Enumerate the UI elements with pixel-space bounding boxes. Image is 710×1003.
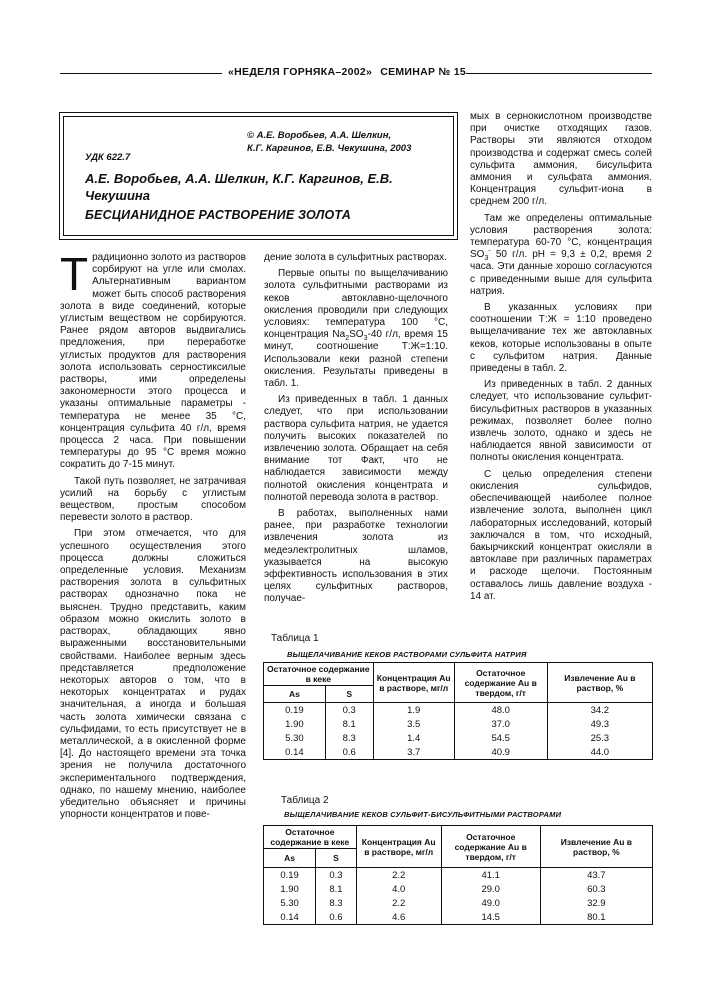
table-row bbox=[264, 910, 653, 925]
cell-s: 0.6 bbox=[316, 910, 356, 925]
header-concentration: Концентрация Au в растворе, мг/л bbox=[356, 826, 441, 868]
subscript: 2 bbox=[345, 335, 350, 343]
header-residual-au: Остаточное содержание Au в твердом, г/т bbox=[441, 826, 540, 868]
cell-s: 0.3 bbox=[325, 703, 373, 718]
cell-solid: 49.0 bbox=[441, 896, 540, 910]
cell-s: 0.6 bbox=[325, 745, 373, 760]
cell-as: 1.90 bbox=[264, 882, 316, 896]
cell-extract: 34.2 bbox=[547, 703, 652, 718]
header-residual: Остаточное содержание в кеке bbox=[264, 826, 357, 849]
header-residual: Остаточное содержание в кеке bbox=[264, 663, 374, 686]
superscript: - bbox=[488, 247, 491, 255]
udk-code: УДК 622.7 bbox=[85, 152, 131, 163]
paragraph: В работах, выполненных нами ранее, при разработке технологии извлечения золота из медеэлектролитных шламов, указывается на высокую эффективность использования в этих целях сульфитных растворов, получае- bbox=[264, 508, 448, 605]
subscript: 3 bbox=[484, 255, 489, 263]
cell-solid: 29.0 bbox=[441, 882, 540, 896]
table-row bbox=[264, 868, 653, 883]
running-header bbox=[228, 66, 466, 78]
cell-conc: 3.7 bbox=[373, 745, 454, 760]
header-as: As bbox=[264, 849, 316, 868]
table-2-caption: Таблица 2 bbox=[281, 795, 329, 806]
cell-conc: 1.9 bbox=[373, 703, 454, 718]
copyright bbox=[247, 129, 411, 155]
copyright-line-2: К.Г. Каргинов, Е.В. Чекушина, 2003 bbox=[247, 143, 412, 154]
header-extraction: Извлечение Au в раствор, % bbox=[540, 826, 652, 868]
cell-solid: 14.5 bbox=[441, 910, 540, 925]
header-concentration: Концентрация Au в растворе, мг/л bbox=[373, 663, 454, 703]
cell-solid: 40.9 bbox=[454, 745, 547, 760]
column-3 bbox=[470, 111, 652, 607]
cell-as: 0.14 bbox=[264, 910, 316, 925]
paragraph: С целью определения степени окисления сульфидов, обеспечивающей наиболее полное извлечение золота, выполнен цикл лабораторных исследований, который заключался в том, что исходный, бакырчикский концентрат окисляли в автоклаве при различных параметрах и расходе щелочи. Постоянным оставалось лишь давление воздуха - 14 ат. bbox=[470, 468, 652, 602]
header-s: S bbox=[325, 686, 373, 703]
table-1-title: ВЫЩЕЛАЧИВАНИЕ КЕКОВ РАСТВОРАМИ СУЛЬФИТА НАТРИЯ bbox=[287, 650, 527, 659]
article-title: БЕСЦИАНИДНОЕ РАСТВОРЕНИЕ ЗОЛОТА bbox=[85, 208, 352, 222]
cell-as: 5.30 bbox=[264, 731, 326, 745]
cell-extract: 44.0 bbox=[547, 745, 652, 760]
paragraph-text: Там же определены оптимальные условия растворения золота: температура 60-70 °С, концентрация SO bbox=[470, 212, 652, 261]
paragraph-text: -40 г/л, время 15 минут, соотношение Т:Ж=1:10. Использовали кеки разной степени окисления. Результаты приведены в табл. 1. bbox=[264, 329, 448, 390]
paragraph: дение золота в сульфитных растворах. bbox=[264, 252, 447, 263]
title-box-inner bbox=[63, 116, 454, 236]
header-residual-au: Остаточное содержание Au в твердом, г/т bbox=[454, 663, 547, 703]
table-row bbox=[264, 717, 653, 731]
header-rule-left bbox=[60, 73, 222, 74]
cell-as: 0.19 bbox=[264, 703, 326, 718]
paragraph: Из приведенных в табл. 2 данных следует, что использование сульфит-бисульфитных растворов в указанных режимах, позволяет более полно извлечь золото, однако и здесь не наблюдается явной зависимости от полноты окисления концентрата. bbox=[470, 379, 652, 464]
cell-extract: 32.9 bbox=[540, 896, 652, 910]
cell-s: 8.1 bbox=[316, 882, 356, 896]
cell-s: 8.3 bbox=[325, 731, 373, 745]
cell-as: 1.90 bbox=[264, 717, 326, 731]
cell-as: 0.14 bbox=[264, 745, 326, 760]
cell-solid: 41.1 bbox=[441, 868, 540, 883]
paragraph-text: 50 г/л. pH = 9,3 ± 0,2, время 2 часа. Эти данные хорошо согласуются с приведенными выше для сульфита натрия. bbox=[470, 249, 652, 297]
paragraph-text: радиционно золото из растворов сорбируют на угле или смолах. Альтернативным вариантом может быть способ растворения золота в виде соединений, которые углистым веществом не сорбируются. Ранее рядом авторов выдвигались предложения, при переработке углистых продуктов для растворения золота использовать серностиксилые растворы, ими определены закономерности этого процесса и указаны оптимальные параметры - температура не менее 35 °С, концентрация сульфита 40 г/л, время процесса 2 часа. При повышении температуры до 95 °С время можно сократить до 7-15 минут. bbox=[60, 252, 246, 471]
cell-conc: 4.6 bbox=[356, 910, 441, 925]
column-1 bbox=[60, 248, 246, 825]
column-2 bbox=[264, 252, 448, 610]
cell-s: 8.1 bbox=[325, 717, 373, 731]
cell-conc: 4.0 bbox=[356, 882, 441, 896]
subscript: 3 bbox=[363, 335, 368, 343]
table-row bbox=[264, 703, 653, 718]
cell-conc: 2.2 bbox=[356, 868, 441, 883]
cell-solid: 54.5 bbox=[454, 731, 547, 745]
cell-extract: 25.3 bbox=[547, 731, 652, 745]
paragraph: Из приведенных в табл. 1 данных следует, что при использовании раствора сульфита натрия, не удается получить высоких показателей по извлечению золота. Обращает на себя внимание тот Факт, что не наблюдается зависимости между полнотой окисления концентрата и полнотой перевода золота в раствор. bbox=[264, 394, 448, 503]
paragraph-text: SO bbox=[349, 329, 364, 341]
cell-extract: 80.1 bbox=[540, 910, 652, 925]
cell-extract: 43.7 bbox=[540, 868, 652, 883]
paragraph bbox=[470, 213, 652, 298]
paragraph bbox=[60, 248, 246, 472]
cell-s: 8.3 bbox=[316, 896, 356, 910]
table-row bbox=[264, 882, 653, 896]
cell-solid: 37.0 bbox=[454, 717, 547, 731]
title-box bbox=[59, 112, 458, 240]
header-as: As bbox=[264, 686, 326, 703]
seminar-number: СЕМИНАР № 15 bbox=[380, 66, 467, 78]
paragraph: В указанных условиях при соотношении Т:Ж = 1:10 проведено выщелачивание тех же автоклавных кеков, которые использованы в опыте с сульфитом натрия. Данные приведены в табл. 2. bbox=[470, 302, 652, 375]
journal-name: «НЕДЕЛЯ ГОРНЯКА–2002» bbox=[228, 66, 373, 78]
table-row bbox=[264, 896, 653, 910]
table-2 bbox=[263, 825, 653, 925]
table-row bbox=[264, 745, 653, 760]
drop-cap: Т bbox=[60, 248, 89, 300]
table-row bbox=[264, 731, 653, 745]
cell-extract: 49.3 bbox=[547, 717, 652, 731]
cell-as: 0.19 bbox=[264, 868, 316, 883]
paragraph: При этом отмечается, что для успешного осуществления этого процесса должны сложиться определенные условия. Механизм растворения золота в сульфитных растворах однозначно пока не выяснен. Трудно представить, каким образом можно окислить золото в растворах, обладающих явно выраженными восстановительными свойствами. Наиболее верным здесь представляется предположение некоторых авторов о том, что в некоторых концентратах и рудах значительная, а иногда и большая часть золота химически связана с сульфидами, то есть присутствует не в металлической, а в окисленной форме [4]. До настоящего времени эта точка зрения не получила достаточного экспериментального подтверждения, однако, по нашему мнению, наиболее убедительно объясняет и причины упорности концентратов и пове- bbox=[60, 528, 246, 821]
header-rule-right bbox=[466, 73, 652, 74]
cell-as: 5.30 bbox=[264, 896, 316, 910]
cell-solid: 48.0 bbox=[454, 703, 547, 718]
table-1 bbox=[263, 662, 653, 760]
paragraph: Такой путь позволяет, не затрачивая усилий на борьбу с углистым веществом, простым способом перевести золото в раствор. bbox=[60, 475, 246, 524]
cell-conc: 1.4 bbox=[373, 731, 454, 745]
table-1-caption: Таблица 1 bbox=[271, 633, 319, 644]
paragraph-text: Первые опыты по выщелачиванию золота сульфитными растворами из кеков автоклавно-щелочного окисления проводили при следующих условиях: температура 100 °С, концентрация Na bbox=[264, 268, 448, 341]
copyright-line-1: © А.Е. Воробьев, А.А. Шелкин, bbox=[247, 130, 392, 141]
paragraph: мых в сернокислотном производстве при очистке отходящих газов. Растворы эти являются отходом производства и содержат смесь солей сульфита аммония, бисульфита аммония и сульфата аммония. Концентрация сульфит-иона в среднем 200 г/л. bbox=[470, 111, 652, 208]
header-s: S bbox=[316, 849, 356, 868]
paragraph bbox=[264, 268, 448, 390]
cell-s: 0.3 bbox=[316, 868, 356, 883]
cell-conc: 3.5 bbox=[373, 717, 454, 731]
authors: А.Е. Воробьев, А.А. Шелкин, К.Г. Каргинов, Е.В. Чекушина bbox=[85, 171, 393, 203]
header-extraction: Извлечение Au в раствор, % bbox=[547, 663, 652, 703]
cell-conc: 2.2 bbox=[356, 896, 441, 910]
cell-extract: 60.3 bbox=[540, 882, 652, 896]
table-2-title: ВЫЩЕЛАЧИВАНИЕ КЕКОВ СУЛЬФИТ-БИСУЛЬФИТНЫМИ РАСТВОРАМИ bbox=[284, 810, 562, 819]
